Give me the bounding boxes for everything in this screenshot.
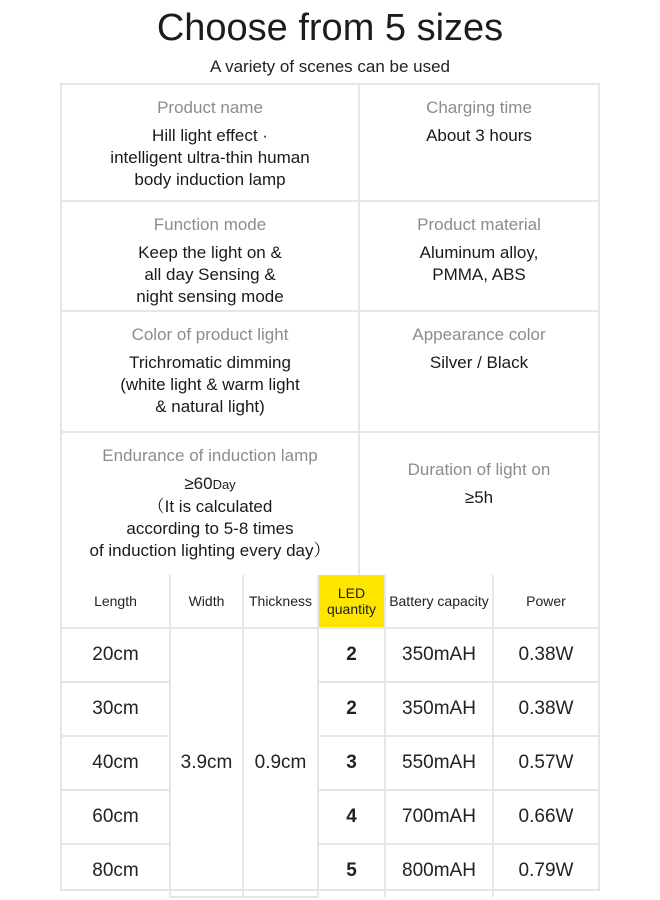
table-header-row xyxy=(62,575,598,628)
cell-length: 60cm xyxy=(62,790,170,844)
spec-label: Appearance color xyxy=(412,325,546,344)
cell-led: 4 xyxy=(318,790,385,844)
spec-row-name xyxy=(62,85,598,202)
spec-cell-appearance-color xyxy=(360,312,598,431)
spec-grid xyxy=(62,85,598,575)
spec-row-endurance xyxy=(62,433,598,575)
endurance-unit: Day xyxy=(212,477,236,492)
cell-battery: 800mAH xyxy=(385,844,493,897)
cell-led: 2 xyxy=(318,628,385,682)
cell-led: 3 xyxy=(318,736,385,790)
spec-cell-light-color xyxy=(62,312,360,431)
cell-power: 0.57W xyxy=(493,736,598,790)
spec-label: Product name xyxy=(157,98,263,117)
cell-length: 30cm xyxy=(62,682,170,736)
spec-label: Color of product light xyxy=(131,325,289,344)
size-table xyxy=(62,575,598,898)
cell-battery: 350mAH xyxy=(385,682,493,736)
spec-frame xyxy=(60,83,600,891)
cell-width: 3.9cm xyxy=(170,628,243,897)
cell-led: 2 xyxy=(318,682,385,736)
spec-label: Function mode xyxy=(153,215,267,234)
cell-length: 20cm xyxy=(62,628,170,682)
page-title: Choose from 5 sizes xyxy=(156,7,504,49)
spec-cell-duration xyxy=(360,433,598,575)
spec-label: Duration of light on xyxy=(407,460,551,479)
cell-power: 0.38W xyxy=(493,628,598,682)
spec-cell-endurance xyxy=(62,433,360,575)
table-row xyxy=(62,682,598,736)
cell-battery: 700mAH xyxy=(385,790,493,844)
endurance-value: ≥60 xyxy=(184,474,213,493)
header-power: Power xyxy=(493,575,598,628)
spec-value: About 3 hours xyxy=(426,126,532,145)
page-subtitle: A variety of scenes can be used xyxy=(209,57,451,76)
cell-thickness: 0.9cm xyxy=(243,628,318,897)
spec-row-function xyxy=(62,202,598,312)
cell-length: 40cm xyxy=(62,736,170,790)
spec-value: Trichromatic dimming (white light & warm light & natural light) xyxy=(120,353,300,416)
cell-length: 80cm xyxy=(62,844,170,897)
spec-value: Keep the light on & all day Sensing & night sensing mode xyxy=(136,243,284,306)
spec-value: Hill light effect · intelligent ultra-thin human body induction lamp xyxy=(110,126,310,189)
spec-value: ≥5h xyxy=(464,488,494,507)
cell-battery: 550mAH xyxy=(385,736,493,790)
spec-label: Endurance of induction lamp xyxy=(102,446,318,465)
cell-power: 0.38W xyxy=(493,682,598,736)
spec-row-color xyxy=(62,312,598,433)
cell-battery: 350mAH xyxy=(385,628,493,682)
spec-cell-product-name xyxy=(62,85,360,200)
header-thickness: Thickness xyxy=(243,575,318,628)
table-row xyxy=(62,736,598,790)
cell-power: 0.66W xyxy=(493,790,598,844)
spec-cell-charging-time xyxy=(360,85,598,200)
spec-cell-function-mode xyxy=(62,202,360,310)
spec-cell-material xyxy=(360,202,598,310)
spec-value: Aluminum alloy, PMMA, ABS xyxy=(419,243,539,284)
spec-label: Charging time xyxy=(426,98,532,117)
spec-label: Product material xyxy=(417,215,541,234)
spec-value-main xyxy=(62,473,358,496)
table-row xyxy=(62,790,598,844)
spec-value: Silver / Black xyxy=(429,353,529,372)
cell-led: 5 xyxy=(318,844,385,897)
header-led-quantity: LED quantity xyxy=(318,575,385,628)
table-row xyxy=(62,844,598,897)
header-battery-capacity: Battery capacity xyxy=(385,575,493,628)
header-length: Length xyxy=(62,575,170,628)
cell-power: 0.79W xyxy=(493,844,598,897)
table-row xyxy=(62,628,598,682)
spec-value-note: （It is calculated according to 5-8 times of induction lighting every day） xyxy=(89,497,331,560)
header-width: Width xyxy=(170,575,243,628)
